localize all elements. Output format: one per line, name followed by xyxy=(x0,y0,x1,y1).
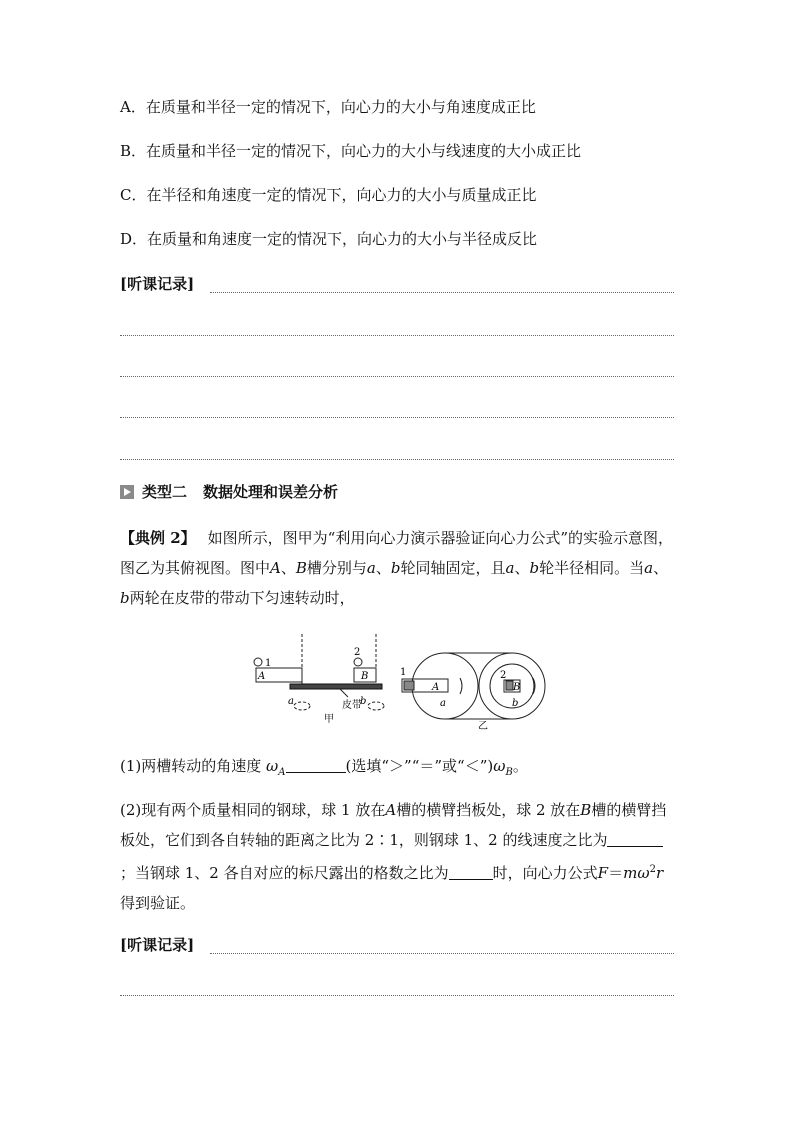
answer-blank-2[interactable] xyxy=(607,831,663,847)
question-2: (2)现有两个质量相同的钢球，球 1 放在A槽的横臂挡板处，球 2 放在B槽的横臂挡板处，它们到各自转轴的距离之比为 2∶1，则钢球 1、2 的线速度之比为；当钢球 1、2 各自对应的标尺露出的格数之比为 时，向心力公式$F=m\omega^2r$得到验证。 xyxy=(120,801,667,912)
record-label-2: [听课记录] xyxy=(120,936,195,954)
wheel-a-label: a xyxy=(288,696,294,707)
section-heading xyxy=(120,482,338,502)
note-line[interactable] xyxy=(120,335,674,336)
note-line[interactable] xyxy=(210,953,674,954)
example-tag: 【典例 2】 xyxy=(120,529,196,547)
figure-caption-yi: 乙 xyxy=(478,721,488,732)
note-line[interactable] xyxy=(120,417,674,418)
ball-2 xyxy=(354,658,362,666)
answer-blank-1[interactable] xyxy=(286,757,346,773)
record-label: [听课记录] xyxy=(120,275,195,293)
wheel-a-top-label: a xyxy=(440,698,446,709)
ball-1-label: 1 xyxy=(265,658,272,669)
slot-b-top-label: B xyxy=(513,682,521,693)
ball-2-top-label: 2 xyxy=(500,670,507,681)
figure-side-view xyxy=(254,634,384,725)
ball-1 xyxy=(254,658,262,666)
section-label: 类型二 xyxy=(142,483,188,501)
slot-a-top-label: A xyxy=(432,682,440,693)
belt xyxy=(290,684,382,689)
slot-a-label: A xyxy=(258,671,266,682)
wheel-b-label: b xyxy=(360,696,367,707)
ball-2-top xyxy=(506,681,513,690)
option-c: C．在半径和角速度一定的情况下，向心力的大小与质量成正比 xyxy=(120,186,537,204)
figure-caption-jia: 甲 xyxy=(324,714,334,725)
note-line[interactable] xyxy=(120,995,674,996)
play-triangle-icon xyxy=(120,485,134,499)
ball-2-label: 2 xyxy=(354,647,361,658)
figure-top-view xyxy=(400,653,545,732)
option-d: D．在质量和角速度一定的情况下，向心力的大小与半径成反比 xyxy=(120,230,538,248)
slot-b-label: B xyxy=(361,671,369,682)
section-title: 数据处理和误差分析 xyxy=(203,483,339,501)
option-a: A．在质量和半径一定的情况下，向心力的大小与角速度成正比 xyxy=(120,98,536,116)
question-1: (1)两槽转动的角速度 $\omega_A$ (选填“＞”“＝”或“$<”)\omega_B$。 xyxy=(120,757,528,778)
apparatus-figure xyxy=(250,634,550,732)
ball-1-top-label: 1 xyxy=(400,667,407,678)
answer-blank-3[interactable] xyxy=(449,864,493,880)
note-line[interactable] xyxy=(120,459,674,460)
note-line[interactable] xyxy=(210,292,674,293)
wheel-b-top-label: b xyxy=(512,698,519,709)
option-b: B．在质量和半径一定的情况下，向心力的大小与线速度的大小成正比 xyxy=(120,142,582,160)
example-paragraph: 【典例 2】 如图所示，图甲为“利用向心力演示器验证向心力公式”的实验示意图，图乙为其俯视图。图中A、B槽分别与a、b轮同轴固定，且a、b轮半径相同。当a、b两轮在皮带的带动下匀速转动时， xyxy=(120,529,674,607)
note-line[interactable] xyxy=(120,376,674,377)
ball-1-top xyxy=(404,681,414,690)
belt-label: 皮带 xyxy=(342,700,362,711)
